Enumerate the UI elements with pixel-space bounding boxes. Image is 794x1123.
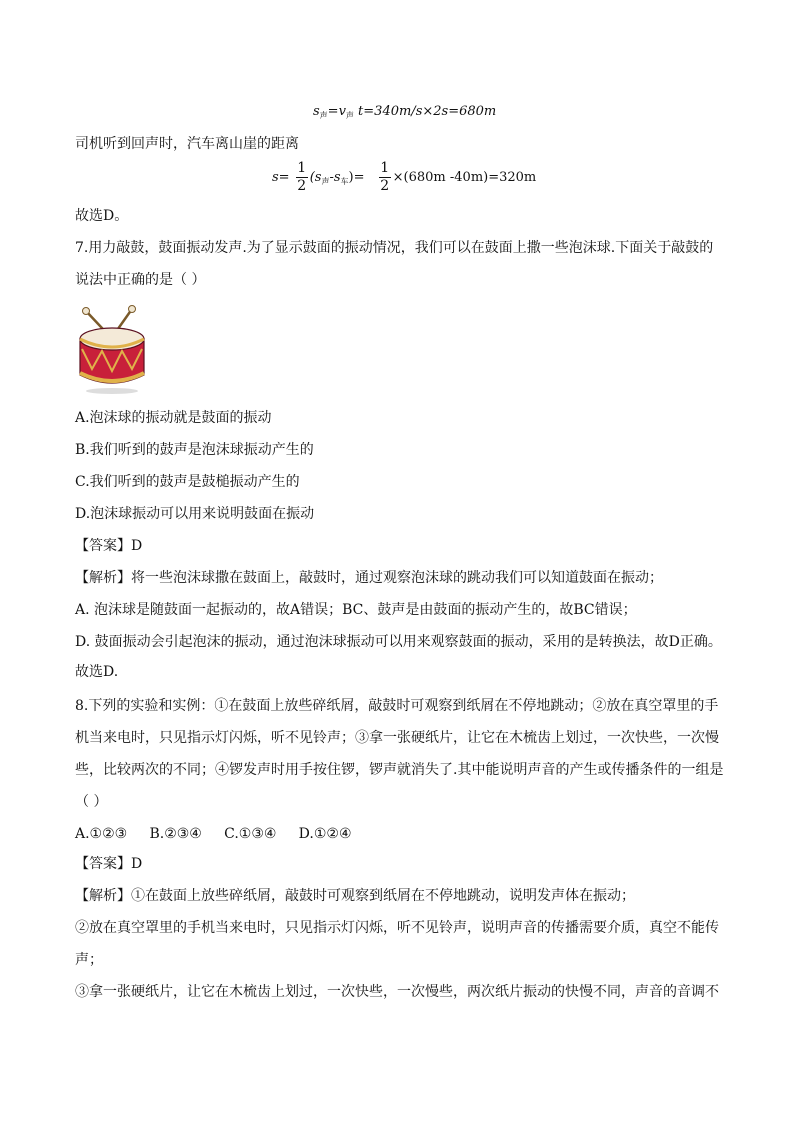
q7-option-b: B.我们听到的鼓声是泡沫球振动产生的 [75, 442, 314, 458]
q8-analysis-line4: ③拿一张硬纸片，让它在木梳齿上划过，一次快些，一次慢些，两次纸片振动的快慢不同，声音的音调不 [75, 984, 719, 1000]
q8-stem-line4: （ ） [75, 794, 108, 810]
driver-line: 司机听到回声时，汽车离山崖的距离 [75, 136, 299, 152]
q8-stem-line1: 8.下列的实验和实例：①在鼓面上放些碎纸屑，敲鼓时可观察到纸屑在不停地跳动；②放在真空罩里的手 [75, 698, 719, 714]
eq2-rhs: ×(680m -40m)=320m [392, 170, 537, 185]
eq1-mid-sub: 声 [345, 111, 354, 120]
prev-conclusion: 故选D。 [75, 208, 129, 224]
eq2-sub1: 声 [321, 177, 330, 186]
equation-distance-cliff [272, 160, 536, 195]
drum-illustration-icon [72, 303, 152, 395]
frac-den-a: 2 [297, 178, 307, 194]
eq2-paren-open: (s [309, 170, 322, 185]
equation-sound-distance [313, 104, 496, 121]
frac-num-a: 1 [297, 160, 307, 176]
q7-analysis-line2: A. 泡沫球是随鼓面一起振动的，故A错误；BC、鼓声是由鼓面的振动产生的，故BC错误； [75, 602, 637, 618]
q7-analysis-line4: 故选D. [75, 664, 119, 680]
frac-num-b: 1 [380, 160, 390, 176]
q7-analysis-line1: 【解析】将一些泡沫球撒在鼓面上，敲鼓时，通过观察泡沫球的跳动我们可以知道鼓面在振动； [75, 570, 663, 586]
eq1-mid: =v [327, 104, 346, 119]
eq1-lhs: s [313, 104, 320, 119]
frac-den-b: 2 [380, 178, 390, 194]
q7-option-c: C.我们听到的鼓声是鼓槌振动产生的 [75, 474, 300, 490]
eq1-lhs-sub: 声 [319, 111, 328, 120]
q7-answer: 【答案】D [75, 538, 143, 554]
q8-analysis-line2: ②放在真空罩里的手机当来电时，只见指示灯闪烁，听不见铃声，说明声音的传播需要介质，真空不能传 [75, 920, 719, 936]
q8-options: A.①②③ B.②③④ C.①③④ D.①②④ [75, 826, 352, 842]
q8-analysis-line3: 声； [75, 952, 103, 968]
q7-option-d: D.泡沫球振动可以用来说明鼓面在振动 [75, 506, 315, 522]
q7-stem-line1: 7.用力敲鼓，鼓面振动发声.为了显示鼓面的振动情况，我们可以在鼓面上撒一些泡沫球.下面关于敲鼓的 [75, 240, 714, 256]
eq2-s: s= [272, 170, 290, 185]
q8-answer: 【答案】D [75, 856, 143, 872]
eq2-paren-close: )= [348, 170, 365, 185]
q7-analysis-line3: D. 鼓面振动会引起泡沫的振动，通过泡沫球振动可以用来观察鼓面的振动，采用的是转换法，故D正确。 [75, 634, 722, 650]
eq2-sub2: 车 [340, 177, 349, 186]
fraction-one-half-a [296, 160, 308, 195]
q7-option-a: A.泡沫球的振动就是鼓面的振动 [75, 410, 272, 426]
fraction-one-half-b [379, 160, 391, 195]
q8-analysis-line1: 【解析】①在鼓面上放些碎纸屑，敲鼓时可观察到纸屑在不停地跳动，说明发声体在振动； [75, 888, 635, 904]
q7-stem-line2: 说法中正确的是（ ） [75, 272, 206, 288]
q8-stem-line2: 机当来电时，只见指示灯闪烁，听不见铃声；③拿一张硬纸片，让它在木梳齿上划过，一次快些，一次慢 [75, 730, 719, 746]
q8-stem-line3: 些，比较两次的不同；④锣发声时用手按住锣，锣声就消失了.其中能说明声音的产生或传播条件的一组是 [75, 762, 724, 778]
eq1-rhs: t=340m/s×2s=680m [353, 104, 497, 119]
eq2-minus: -s [329, 170, 341, 185]
